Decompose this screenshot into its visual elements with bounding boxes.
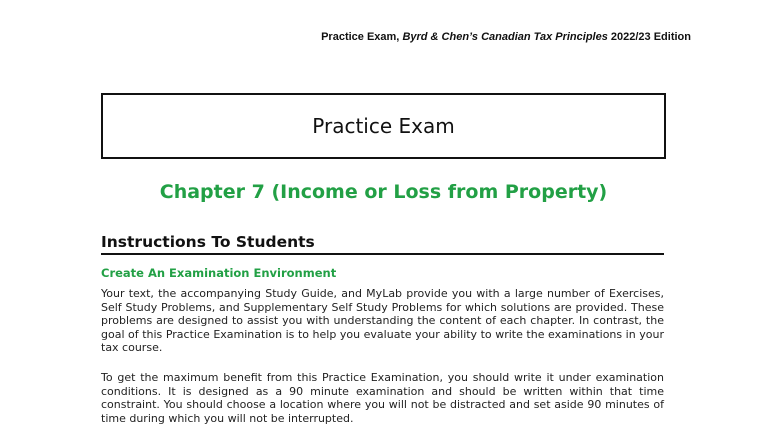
page-title: Practice Exam <box>312 114 455 138</box>
title-box <box>101 93 666 159</box>
subsection-heading: Create An Examination Environment <box>101 266 337 280</box>
paragraph: Your text, the accompanying Study Guide, and MyLab provide you with a large number of Exercises, Self Study Problems, and Supplementary Self Study Problems for which solutions are provided. These problems are designed to assist you with understanding the content of each chapter. In contrast, the goal of this Practice Examination is to help you evaluate your ability to write the examinations in your tax course. <box>101 287 664 355</box>
running-header <box>321 31 691 43</box>
header-suffix: 2022/23 Edition <box>607 31 691 43</box>
paragraph: To get the maximum benefit from this Practice Examination, you should write it under examination conditions. It is designed as a 90 minute examination and should be written within that time constraint. You should choose a location where you will not be distracted and set aside 90 minutes of time during which you will not be interrupted. <box>101 371 664 425</box>
section-heading: Instructions To Students <box>101 233 664 255</box>
chapter-title: Chapter 7 (Income or Loss from Property) <box>159 181 608 203</box>
header-book-title: Byrd & Chen’s Canadian Tax Principles <box>402 31 608 43</box>
header-prefix: Practice Exam, <box>321 31 403 43</box>
